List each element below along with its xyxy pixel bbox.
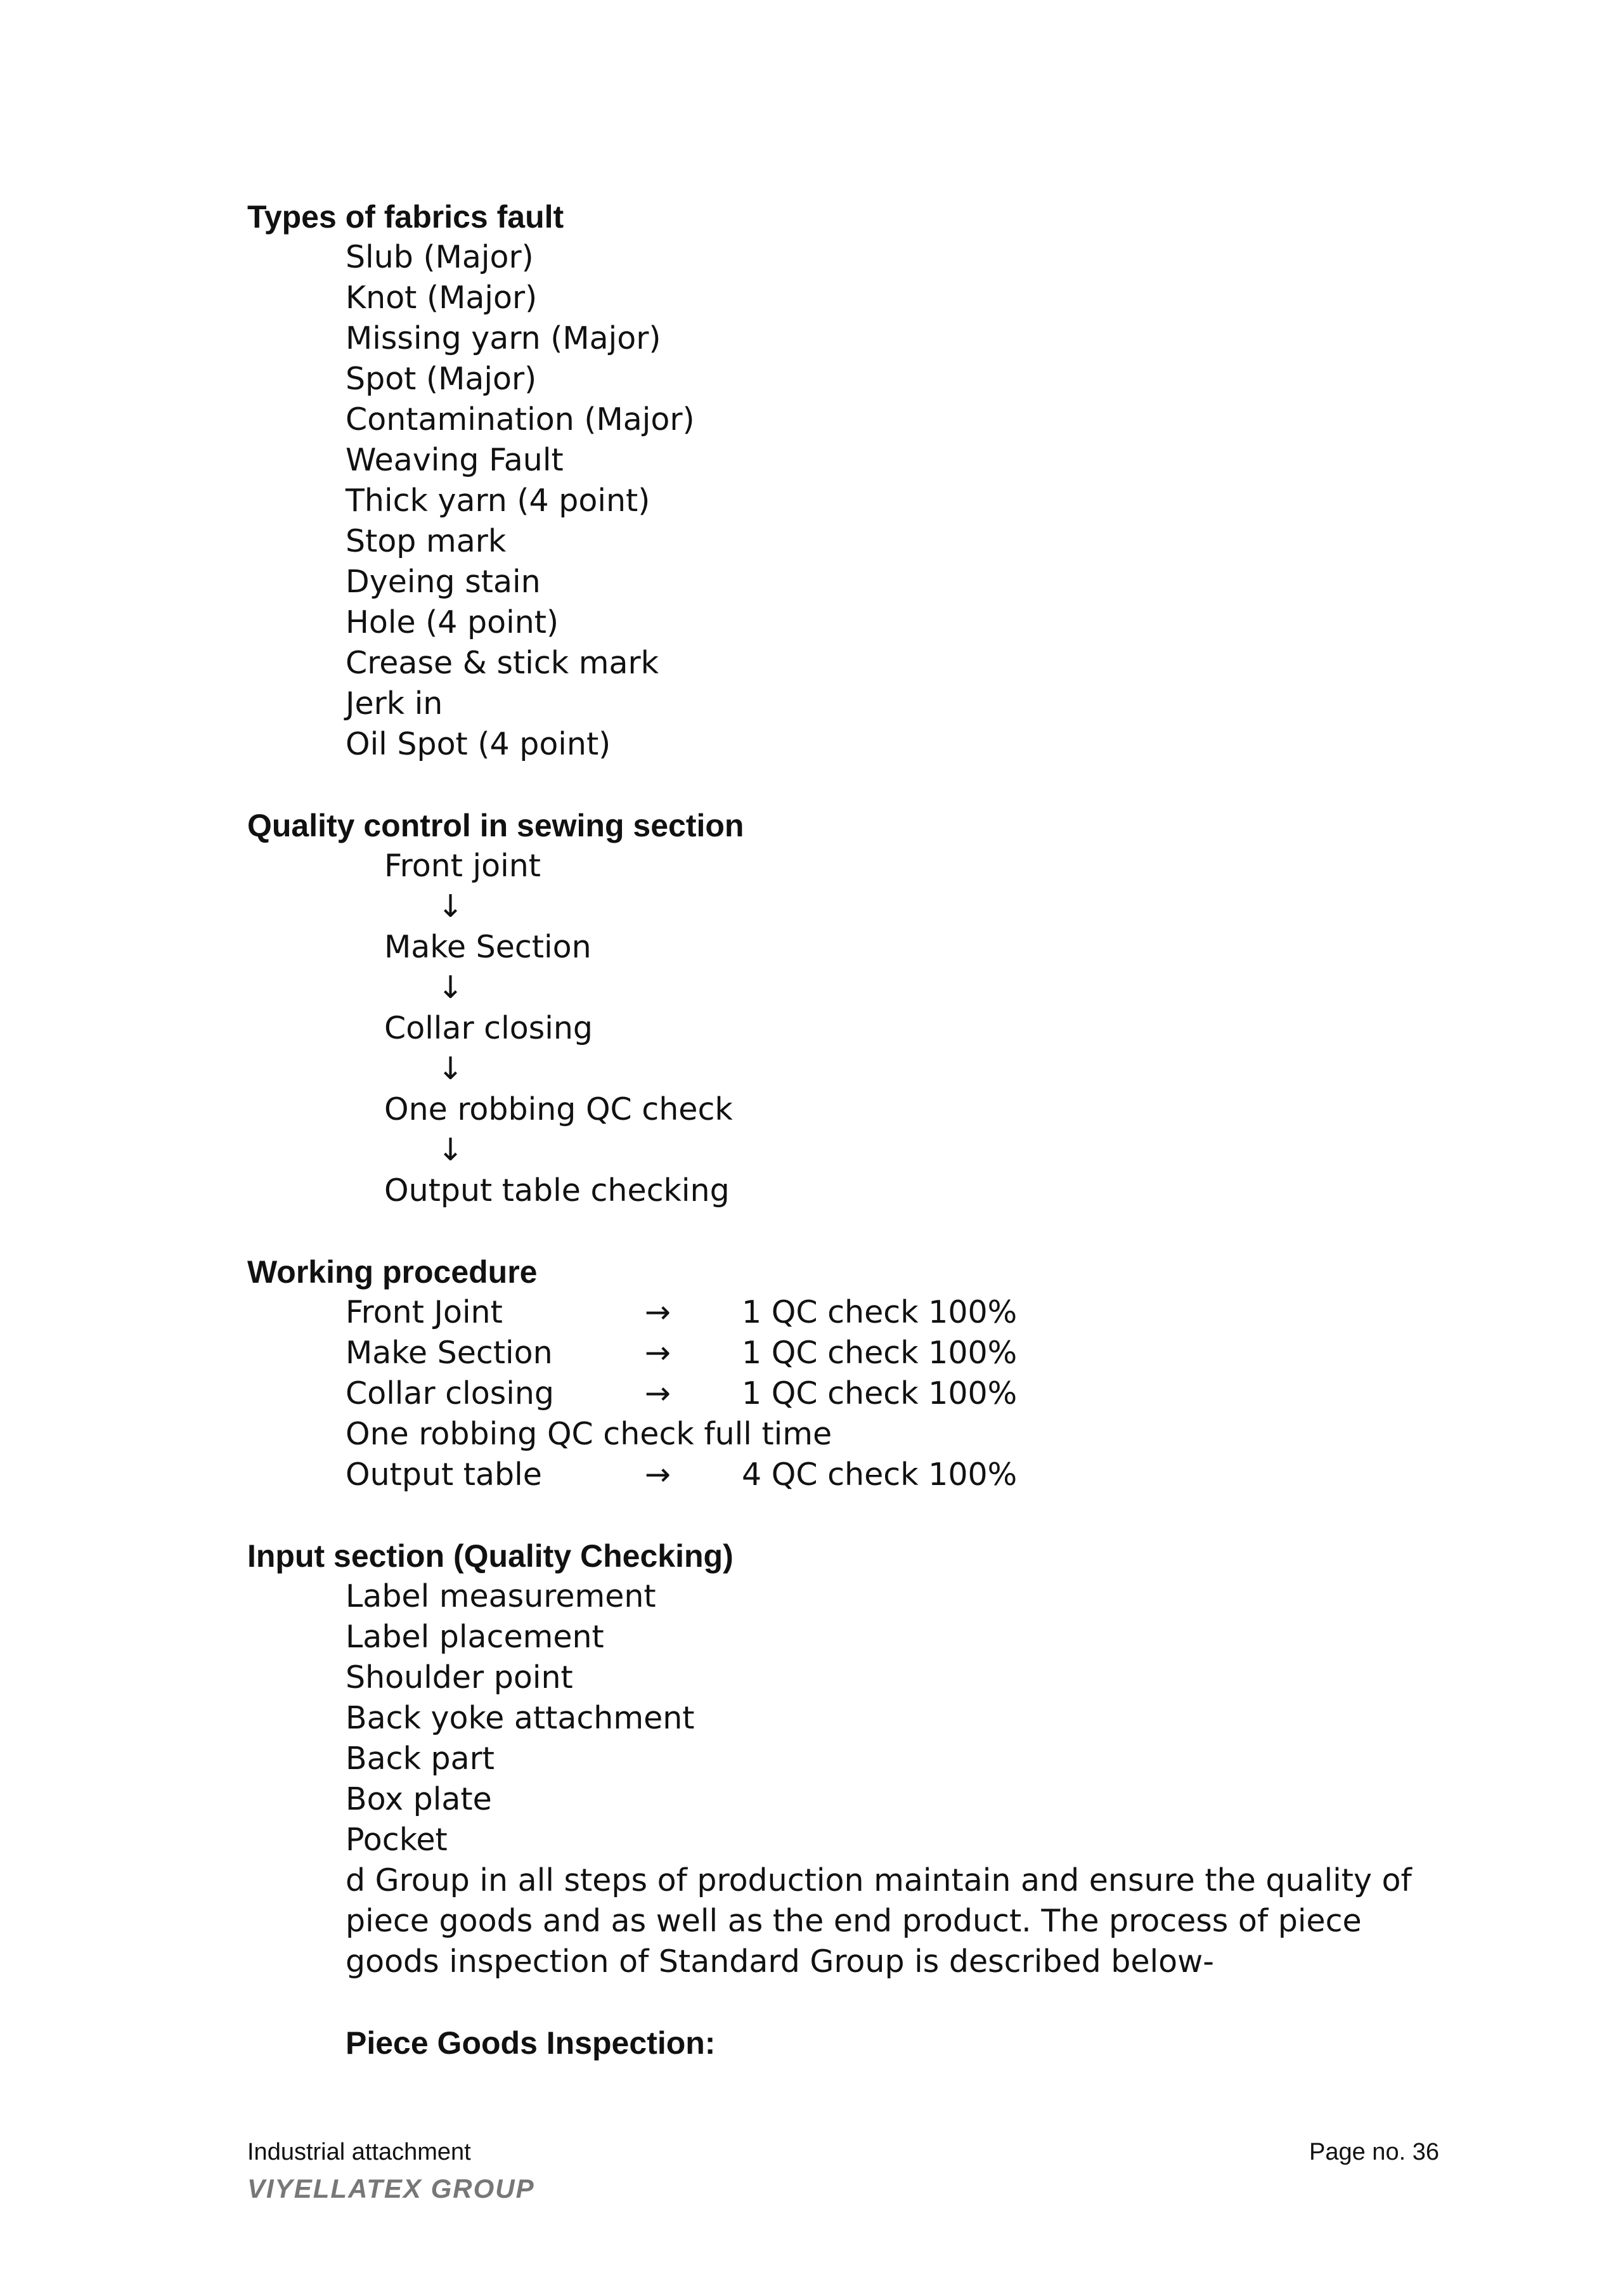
procedure-check: 1 QC check 100%: [742, 1294, 1018, 1330]
list-item: Stop mark: [346, 523, 507, 559]
procedure-check: 4 QC check 100%: [742, 1456, 1018, 1493]
input-section-list: [346, 1576, 694, 1860]
down-arrow-icon: ↓: [437, 970, 464, 1006]
flow-step: One robbing QC check: [384, 1091, 733, 1127]
piece-goods-inspection-heading: Piece Goods Inspection:: [346, 2025, 716, 2061]
down-arrow-icon: ↓: [437, 1132, 464, 1168]
list-item: Shoulder point: [346, 1659, 573, 1696]
sewing-qc-flow: [384, 846, 733, 1211]
down-arrow-icon: ↓: [437, 1051, 464, 1087]
procedure-step: Front Joint: [346, 1294, 503, 1330]
right-arrow-icon: →: [645, 1294, 671, 1330]
right-arrow-icon: →: [645, 1335, 671, 1371]
down-arrow-icon: ↓: [437, 888, 464, 924]
list-item: Missing yarn (Major): [346, 320, 661, 356]
procedure-step: One robbing QC check full time: [346, 1416, 832, 1452]
inspection-paragraph: d Group in all steps of production maintain and ensure the quality of piece goods and as well as the end product. The process of piece goods inspection of Standard Group is described below-: [346, 1862, 1412, 1980]
flow-step: Front joint: [384, 848, 541, 884]
list-item: Label placement: [346, 1619, 604, 1655]
sewing-qc-heading: Quality control in sewing section: [247, 808, 744, 843]
procedure-step: Make Section: [346, 1335, 553, 1371]
list-item: Pocket: [346, 1822, 448, 1858]
procedure-check: 1 QC check 100%: [742, 1335, 1018, 1371]
list-item: Label measurement: [346, 1578, 656, 1614]
list-item: Box plate: [346, 1781, 492, 1817]
right-arrow-icon: →: [645, 1456, 671, 1493]
procedure-step: Collar closing: [346, 1375, 555, 1411]
list-item: Back part: [346, 1741, 495, 1777]
input-section-heading: Input section (Quality Checking): [247, 1538, 734, 1574]
list-item: Hole (4 point): [346, 604, 559, 640]
page-number: Page no. 36: [1309, 2139, 1439, 2165]
company-logo: VIYELLATEX GROUP: [247, 2174, 535, 2203]
flow-step: Output table checking: [384, 1172, 730, 1209]
working-procedure-heading: Working procedure: [247, 1254, 538, 1290]
procedure-check: 1 QC check 100%: [742, 1375, 1018, 1411]
flow-step: Make Section: [384, 929, 592, 965]
procedure-step: Output table: [346, 1456, 542, 1493]
flow-step: Collar closing: [384, 1010, 593, 1046]
list-item: Dyeing stain: [346, 564, 541, 600]
fabric-faults-heading: Types of fabrics fault: [247, 199, 564, 235]
list-item: Back yoke attachment: [346, 1700, 695, 1736]
list-item: Slub (Major): [346, 239, 534, 275]
list-item: Crease & stick mark: [346, 645, 659, 681]
list-item: Weaving Fault: [346, 442, 564, 478]
footer-left-text: Industrial attachment: [247, 2139, 471, 2165]
list-item: Knot (Major): [346, 280, 538, 316]
list-item: Contamination (Major): [346, 401, 695, 438]
list-item: Spot (Major): [346, 361, 537, 397]
list-item: Thick yarn (4 point): [346, 483, 650, 519]
right-arrow-icon: →: [645, 1375, 671, 1411]
list-item: Jerk in: [346, 685, 443, 722]
list-item: Oil Spot (4 point): [346, 726, 611, 762]
fabric-faults-list: [346, 237, 695, 765]
